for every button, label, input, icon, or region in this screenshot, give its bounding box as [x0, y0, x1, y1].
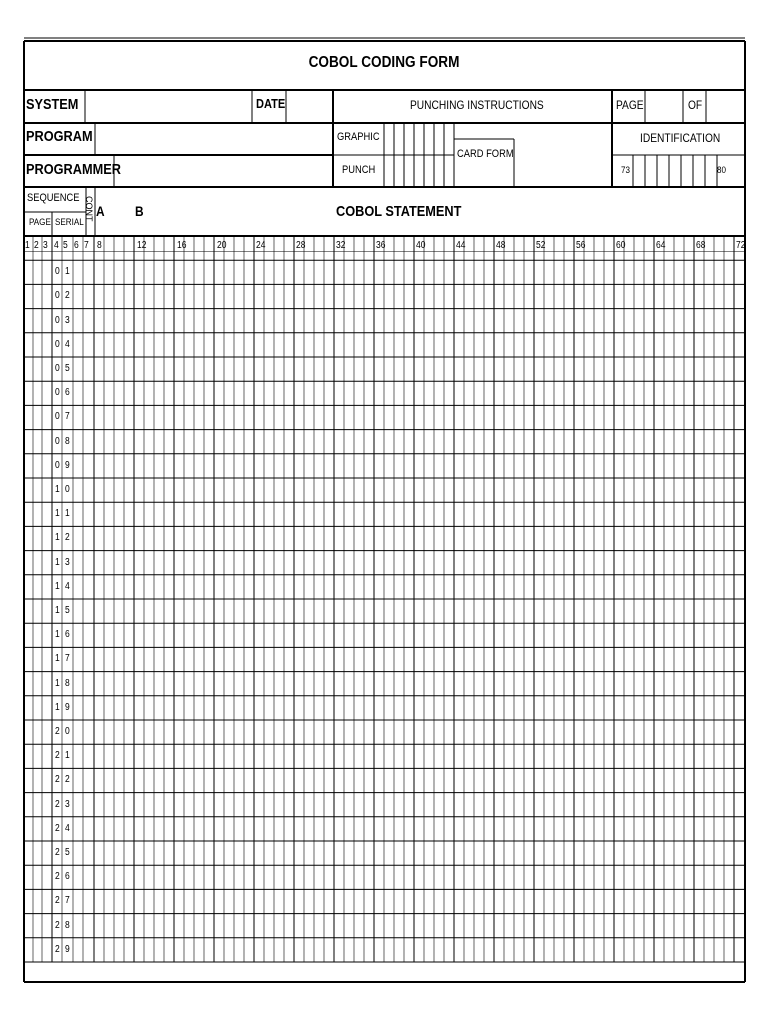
coding-line-input[interactable]: [94, 357, 745, 381]
column-number: 48: [496, 240, 506, 251]
serial-number: 2: [55, 798, 60, 810]
coding-line-input[interactable]: [94, 478, 745, 502]
column-number: 16: [177, 240, 187, 251]
serial-number: 0: [55, 314, 60, 326]
serial-number: 5: [65, 363, 70, 374]
serial-number: 2: [55, 943, 60, 955]
system-field[interactable]: [85, 92, 252, 122]
form-title: COBOL CODING FORM: [308, 54, 460, 71]
serial-number: 6: [65, 387, 70, 399]
serial-number: 1: [65, 266, 70, 278]
column-number: 7: [84, 240, 89, 251]
column-number: 6: [74, 240, 79, 251]
serial-number: 3: [65, 314, 70, 326]
programmer-field[interactable]: [114, 156, 333, 186]
column-number: 2: [34, 240, 39, 251]
serial-number: 1: [55, 508, 60, 520]
serial-column-label: SERIAL: [55, 217, 84, 228]
program-label: PROGRAM: [26, 128, 93, 145]
column-number: 20: [217, 240, 227, 251]
coding-line-input[interactable]: [94, 841, 745, 865]
coding-line-input[interactable]: [94, 914, 745, 938]
serial-number: 2: [55, 895, 60, 907]
column-number: 56: [576, 240, 586, 251]
serial-number: 9: [65, 943, 70, 955]
of-label: OF: [688, 98, 703, 112]
column-number: 68: [696, 240, 706, 251]
column-number: 36: [376, 240, 386, 251]
serial-number: 1: [55, 629, 60, 641]
coding-line-input[interactable]: [94, 284, 745, 308]
cobol-statement-label: COBOL STATEMENT: [336, 203, 462, 220]
serial-number: 5: [65, 605, 70, 616]
serial-number: 1: [55, 653, 60, 665]
identification-label: IDENTIFICATION: [640, 131, 721, 145]
coding-line-input[interactable]: [94, 526, 745, 550]
serial-number: 0: [55, 459, 60, 471]
serial-number: 0: [65, 484, 70, 495]
coding-line-input[interactable]: [94, 793, 745, 817]
id-end-col: 80: [717, 165, 726, 176]
serial-number: 1: [55, 484, 60, 495]
serial-number: 1: [55, 556, 60, 568]
coding-line-input[interactable]: [94, 454, 745, 478]
serial-number: 6: [65, 871, 70, 883]
serial-number: 9: [65, 459, 70, 471]
card-form-label: CARD FORM: [457, 148, 514, 160]
date-label: DATE: [256, 96, 286, 111]
coding-line-input[interactable]: [94, 575, 745, 599]
serial-number: 0: [55, 435, 60, 447]
serial-number: 7: [65, 411, 70, 423]
serial-number: 0: [55, 411, 60, 423]
serial-number: 0: [55, 387, 60, 399]
column-number: 40: [416, 240, 426, 251]
column-number: 12: [137, 240, 147, 251]
coding-line-input[interactable]: [94, 333, 745, 357]
coding-line-input[interactable]: [94, 672, 745, 696]
program-field[interactable]: [95, 124, 333, 154]
date-field[interactable]: [286, 92, 333, 122]
column-number: 4: [54, 240, 59, 251]
coding-line-input[interactable]: [94, 938, 745, 962]
serial-number: 3: [65, 556, 70, 568]
punch-label: PUNCH: [342, 164, 376, 176]
coding-line-input[interactable]: [94, 647, 745, 671]
serial-number: 3: [65, 798, 70, 810]
serial-number: 0: [55, 290, 60, 302]
serial-number: 2: [65, 290, 70, 302]
column-number: 1: [25, 240, 30, 251]
serial-number: 2: [55, 726, 60, 737]
column-number: 8: [97, 240, 102, 251]
serial-number: 8: [65, 919, 70, 931]
coding-line-input[interactable]: [94, 744, 745, 768]
serial-number: 0: [55, 266, 60, 278]
serial-number: 2: [55, 871, 60, 883]
column-number: 3: [43, 240, 48, 251]
serial-number: 1: [55, 532, 60, 544]
serial-number: 0: [65, 726, 70, 737]
serial-number: 1: [55, 605, 60, 616]
column-number: 32: [336, 240, 346, 251]
system-label: SYSTEM: [26, 96, 79, 113]
serial-number: 8: [65, 677, 70, 689]
serial-number: 7: [65, 895, 70, 907]
punching-instructions-label: PUNCHING INSTRUCTIONS: [410, 98, 544, 112]
serial-number: 2: [55, 774, 60, 786]
serial-number: 8: [65, 435, 70, 447]
serial-number: 4: [65, 338, 70, 350]
coding-line-input[interactable]: [94, 502, 745, 526]
serial-number: 2: [55, 750, 60, 762]
column-number: 5: [63, 240, 68, 251]
serial-number: 4: [65, 822, 70, 834]
column-number: 60: [616, 240, 626, 251]
coding-line-input[interactable]: [94, 405, 745, 429]
coding-line-input[interactable]: [94, 599, 745, 623]
serial-number: 1: [55, 677, 60, 689]
column-number: 64: [656, 240, 666, 251]
programmer-label: PROGRAMMER: [26, 161, 121, 178]
serial-number: 1: [55, 701, 60, 713]
coding-line-input[interactable]: [94, 889, 745, 913]
coding-line-input[interactable]: [94, 260, 745, 284]
coding-line-input[interactable]: [94, 381, 745, 405]
sequence-label: SEQUENCE: [27, 192, 80, 204]
area-a-label: A: [96, 203, 105, 219]
serial-number: 2: [65, 774, 70, 786]
graphic-label: GRAPHIC: [337, 131, 380, 143]
column-number: 28: [296, 240, 306, 251]
coding-line-input[interactable]: [94, 309, 745, 333]
serial-number: 1: [65, 508, 70, 520]
coding-line-input[interactable]: [94, 623, 745, 647]
area-b-label: B: [135, 203, 144, 219]
serial-number: 2: [55, 919, 60, 931]
serial-number: 5: [65, 847, 70, 858]
serial-number: 1: [65, 750, 70, 762]
column-number: 44: [456, 240, 466, 251]
column-number: 24: [256, 240, 266, 251]
coding-line-input[interactable]: [94, 720, 745, 744]
serial-number: 9: [65, 701, 70, 713]
column-number: 52: [536, 240, 546, 251]
cont-column-label: CONT: [84, 196, 94, 222]
coding-line-input[interactable]: [94, 817, 745, 841]
serial-number: 2: [55, 822, 60, 834]
page-column-label: PAGE: [29, 217, 51, 228]
serial-number: 2: [55, 847, 60, 858]
id-start-col: 73: [621, 165, 630, 176]
coding-line-input[interactable]: [94, 430, 745, 454]
coding-line-input[interactable]: [94, 696, 745, 720]
page-label: PAGE: [616, 98, 644, 112]
serial-number: 0: [55, 363, 60, 374]
page-total-field[interactable]: [706, 92, 744, 122]
serial-number: 4: [65, 580, 70, 592]
serial-number: 6: [65, 629, 70, 641]
coding-line-input[interactable]: [94, 865, 745, 889]
serial-number: 1: [55, 580, 60, 592]
column-number: 72: [736, 240, 746, 251]
serial-number: 2: [65, 532, 70, 544]
serial-number: 7: [65, 653, 70, 665]
serial-number: 0: [55, 338, 60, 350]
page-number-field[interactable]: [645, 92, 683, 122]
coding-line-input[interactable]: [94, 551, 745, 575]
coding-line-input[interactable]: [94, 768, 745, 792]
